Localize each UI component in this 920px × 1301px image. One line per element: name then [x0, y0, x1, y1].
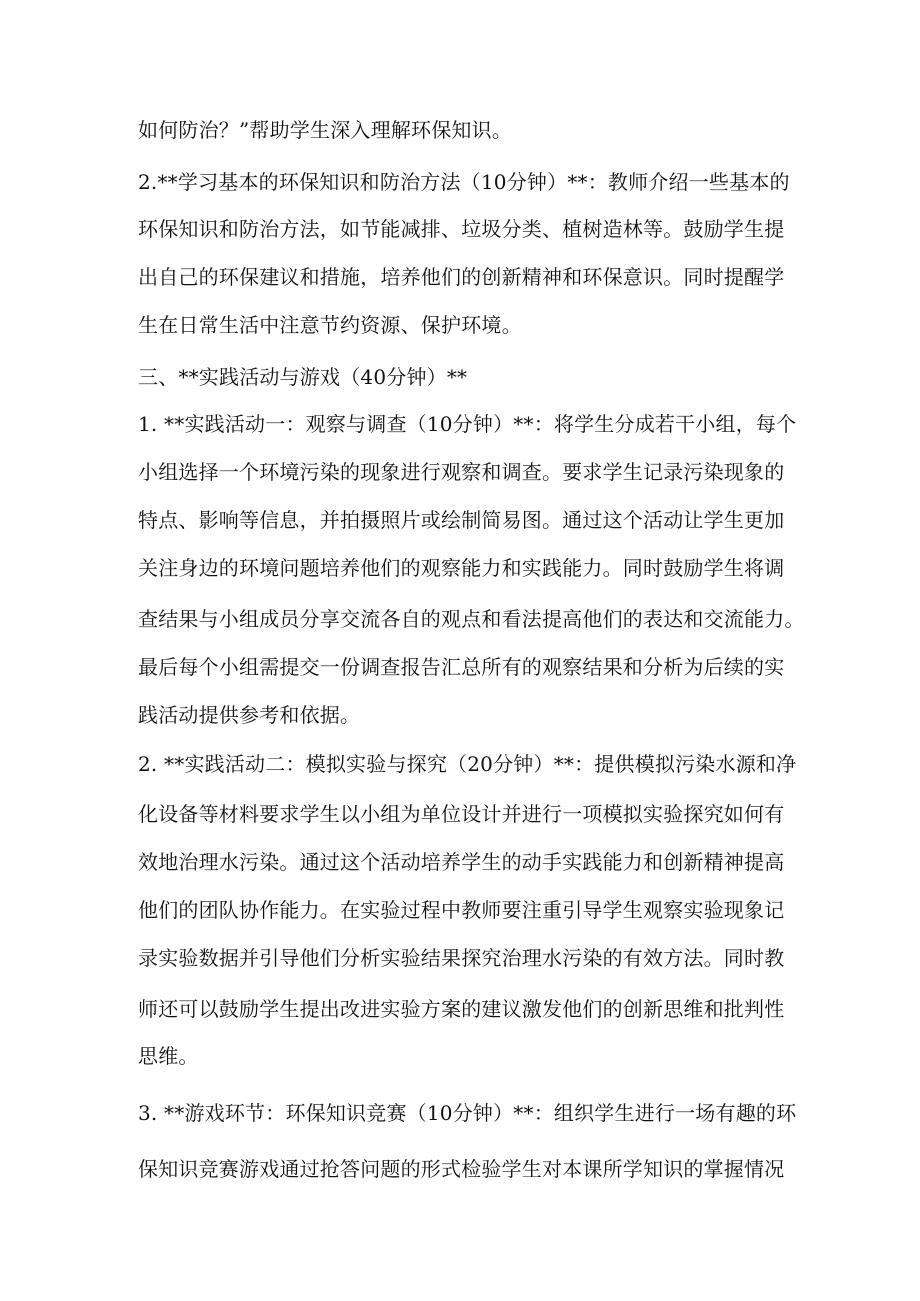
section-heading: 三、**实践活动与游戏（40分钟）** — [138, 365, 468, 389]
text-line: 3. **游戏环节：环保知识竞赛（10分钟）**：组织学生进行一场有趣的环 — [138, 1101, 797, 1125]
text-line: 2. **实践活动二：模拟实验与探究（20分钟）**：提供模拟污染水源和净 — [138, 752, 797, 776]
text-line: 环保知识和防治方法，如节能减排、垃圾分类、植树造林等。鼓励学生提 — [138, 217, 785, 241]
text-line: 如何防治？”帮助学生深入理解环保知识。 — [138, 118, 513, 142]
text-line: 录实验数据并引导他们分析实验结果探究治理水污染的有效方法。同时教 — [138, 946, 785, 970]
text-line: 查结果与小组成员分享交流各自的观点和看法提高他们的表达和交流能力。 — [138, 607, 805, 631]
text-line: 化设备等材料要求学生以小组为单位设计并进行一项模拟实验探究如何有 — [138, 802, 785, 826]
text-line: 他们的团队协作能力。在实验过程中教师要注重引导学生观察实验现象记 — [138, 898, 785, 922]
text-line: 师还可以鼓励学生提出改进实验方案的建议激发他们的创新思维和批判性 — [138, 997, 785, 1021]
text-line: 生在日常生活中注意节约资源、保护环境。 — [138, 313, 522, 337]
text-line: 2.**学习基本的环保知识和防治方法（10分钟）**：教师介绍一些基本的 — [138, 170, 790, 194]
text-line: 最后每个小组需提交一份调查报告汇总所有的观察结果和分析为后续的实 — [138, 655, 785, 679]
text-line: 践活动提供参考和依据。 — [138, 703, 361, 727]
text-line: 1. **实践活动一：观察与调查（10分钟）**：将学生分成若干小组，每个 — [138, 412, 797, 436]
text-line: 小组选择一个环境污染的现象进行观察和调查。要求学生记录污染现象的 — [138, 460, 785, 484]
text-line: 出自己的环保建议和措施，培养他们的创新精神和环保意识。同时提醒学 — [138, 265, 785, 289]
text-line: 保知识竞赛游戏通过抢答问题的形式检验学生对本课所学知识的掌握情况 — [138, 1157, 785, 1181]
text-line: 思维。 — [138, 1044, 199, 1068]
text-line: 关注身边的环境问题培养他们的观察能力和实践能力。同时鼓励学生将调 — [138, 556, 785, 580]
text-line: 特点、影响等信息，并拍摄照片或绘制简易图。通过这个活动让学生更加 — [138, 508, 785, 532]
text-line: 效地治理水污染。通过这个活动培养学生的动手实践能力和创新精神提高 — [138, 850, 785, 874]
